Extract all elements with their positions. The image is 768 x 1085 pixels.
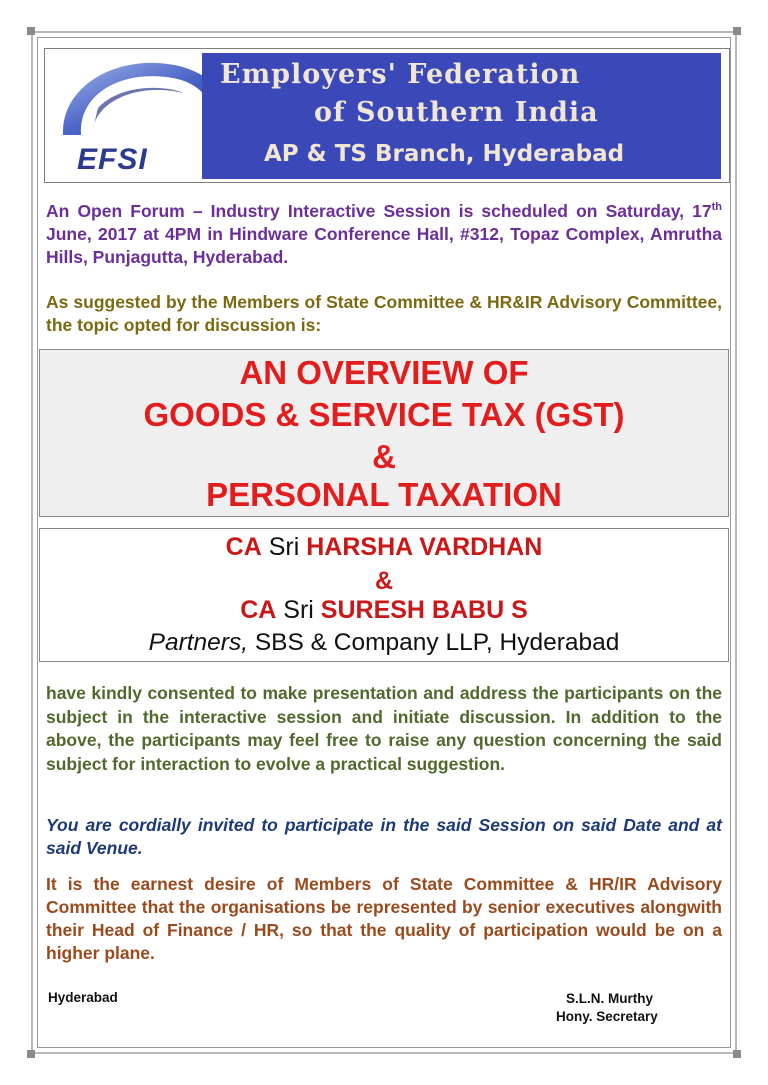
- banner-branch: AP & TS Branch, Hyderabad: [264, 141, 625, 167]
- banner-subtitle: of Southern India: [314, 97, 599, 128]
- speaker-1-prefix: CA: [225, 533, 262, 561]
- topic-line-3: &: [372, 438, 396, 475]
- federation-banner: [202, 53, 721, 179]
- intro-text-2: June, 2017 at 4PM in Hindware Conference Hall, #312, Topaz Complex, Amrutha Hills, Punjagutta, Hyderabad.: [46, 223, 722, 267]
- firm-role: Partners,: [148, 629, 249, 656]
- suggestion-paragraph: As suggested by the Members of State Committee & HR&IR Advisory Committee, the topic opted for discussion is:: [46, 292, 722, 335]
- firm-name: SBS & Company LLP, Hyderabad: [248, 629, 620, 656]
- speaker-2-name: SURESH BABU S: [320, 596, 528, 624]
- footer-signatory: [556, 990, 658, 1026]
- topic-line-2: GOODS & SERVICE TAX (GST): [143, 396, 625, 433]
- speakers-box: [39, 528, 729, 662]
- desire-paragraph: It is the earnest desire of Members of State Committee & HR/IR Advisory Committee that the organisations be represented by senior executives alongwith their Head of Finance / HR, so that the quality of participation would be on a higher plane.: [46, 874, 722, 963]
- speaker-1: [40, 533, 728, 562]
- intro-paragraph: [46, 196, 722, 269]
- speaker-2: [40, 596, 728, 625]
- intro-text-1: An Open Forum – Industry Interactive Session is scheduled on Saturday, 17: [46, 200, 712, 221]
- signatory-name: S.L.N. Murthy: [566, 991, 653, 1006]
- topic-line-1: AN OVERVIEW OF: [239, 354, 529, 391]
- banner-title: Employers' Federation: [220, 59, 581, 90]
- speaker-firm: [40, 629, 728, 657]
- border-corner: [733, 27, 741, 35]
- topic-box: [39, 349, 729, 517]
- footer-place: Hyderabad: [48, 990, 118, 1005]
- speaker-ampersand: &: [374, 567, 394, 595]
- speaker-2-title: Sri: [283, 596, 314, 624]
- speaker-2-prefix: CA: [240, 596, 277, 624]
- speaker-1-title: Sri: [268, 533, 300, 561]
- consent-paragraph: have kindly consented to make presentation and address the participants on the subject in the interactive session and initiate discussion. In addition to the above, the participants may feel free to raise any question concerning the said subject for interaction to evolve a practical suggestion.: [46, 683, 722, 774]
- speaker-1-name: HARSHA VARDHAN: [306, 533, 543, 561]
- intro-sup: th: [711, 201, 722, 213]
- border-corner: [27, 27, 35, 35]
- signatory-designation: Hony. Secretary: [556, 1009, 658, 1024]
- invite-paragraph: You are cordially invited to participate in the said Session on said Date and at said Venue.: [46, 815, 722, 858]
- border-corner: [27, 1050, 35, 1058]
- topic-line-4: PERSONAL TAXATION: [206, 476, 562, 513]
- border-corner: [733, 1050, 741, 1058]
- logo-text: EFSI: [77, 143, 148, 176]
- letterhead: [44, 48, 730, 183]
